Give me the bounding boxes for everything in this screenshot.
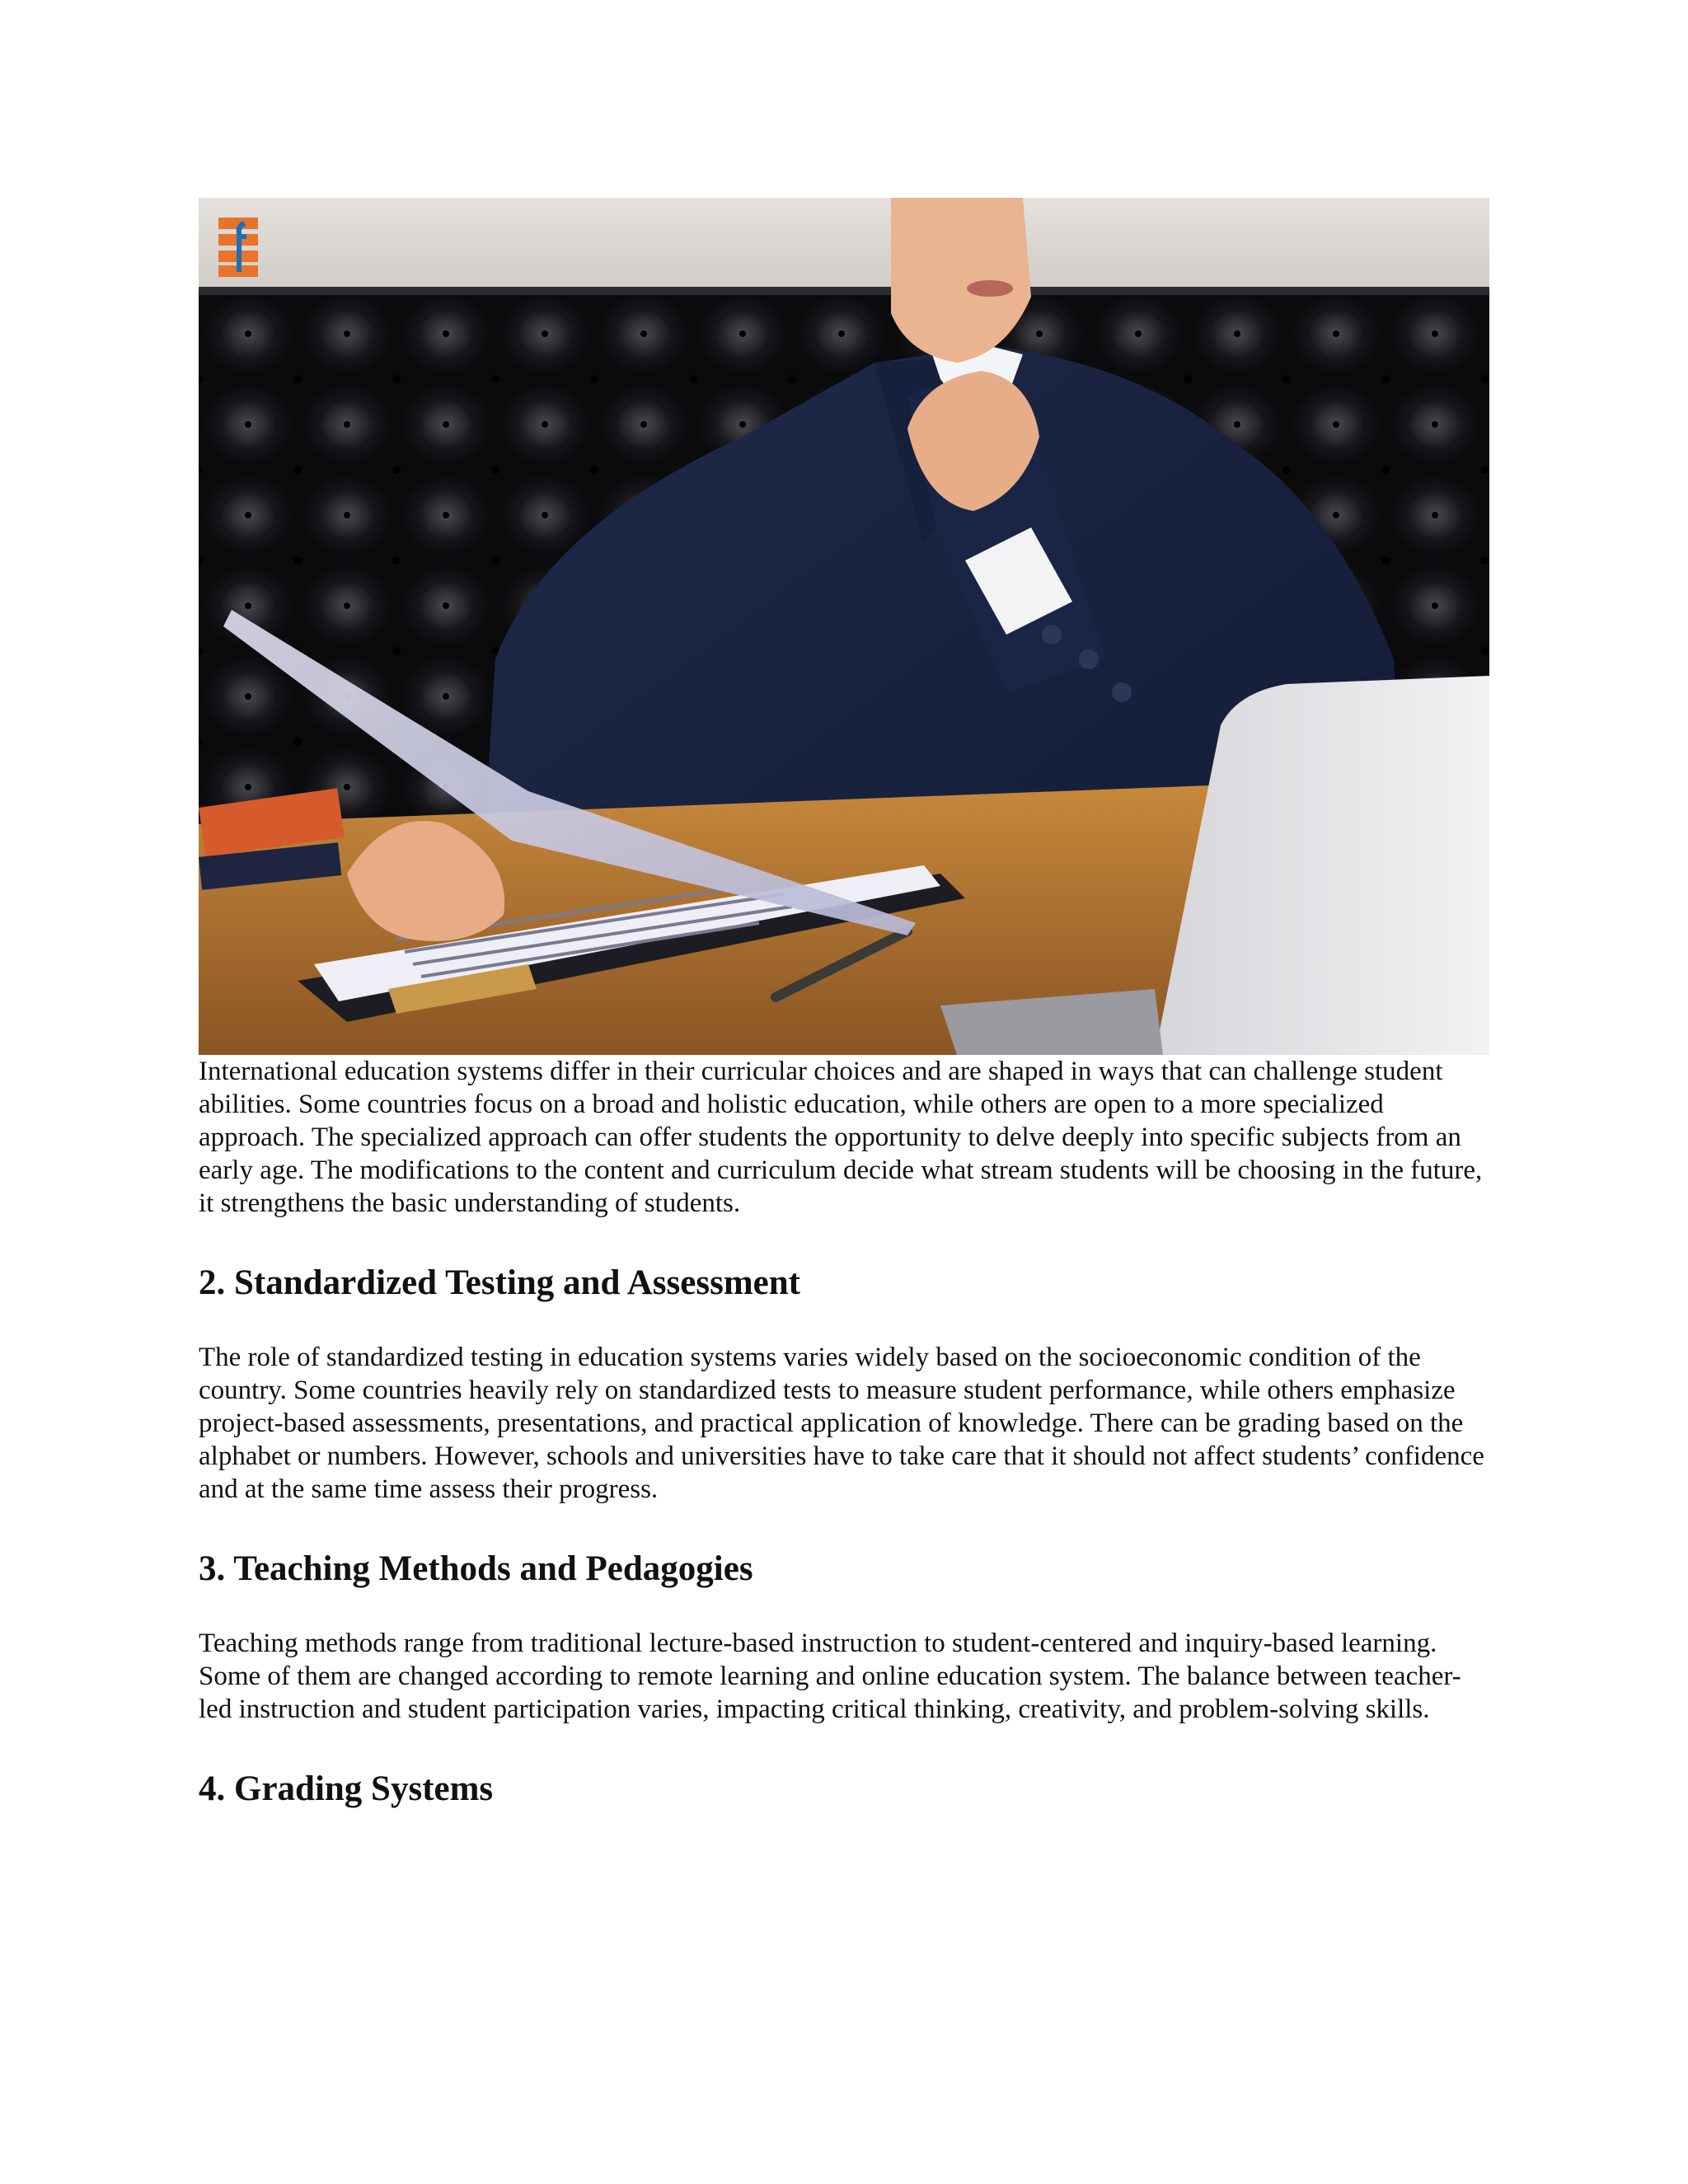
- article-body: [199, 1055, 1493, 1811]
- hero-image: [199, 198, 1489, 1055]
- testing-paragraph: The role of standardized testing in education systems varies widely based on the socioeconomic condition of the country. Some countries heavily rely on standardized tests to measure student performance, while others emphasize project-based assessments, presentations, and practical application of knowledge. There can be grading based on the alphabet or numbers. However, schools and universities have to take care that it should not affect students’ confidence and at the same time assess their progress.: [199, 1343, 1484, 1504]
- f-logo-icon: [218, 218, 258, 277]
- teaching-paragraph: Teaching methods range from traditional lecture-based instruction to student-centered and inquiry-based learning. Some of them are changed according to remote learning and online education system. The balance between teacher-led instruction and student participation varies, impacting critical thinking, creativity, and problem-solving skills.: [199, 1629, 1461, 1724]
- heading-grading-systems: 4. Grading Systems: [199, 1769, 494, 1808]
- heading-teaching-methods: 3. Teaching Methods and Pedagogies: [199, 1549, 753, 1588]
- intro-paragraph: International education systems differ in their curricular choices and are shaped in ways that can challenge student abilities. Some countries focus on a broad and holistic education, while others are open to a more specialized approach. The specialized approach can offer students the opportunity to delve deeply into specific subjects from an early age. The modifications to the content and curriculum decide what stream students will be choosing in the future, it strengthens the basic understanding of students.: [199, 1057, 1483, 1218]
- hero-photo: [199, 198, 1489, 1055]
- heading-standardized-testing: 2. Standardized Testing and Assessment: [199, 1263, 800, 1302]
